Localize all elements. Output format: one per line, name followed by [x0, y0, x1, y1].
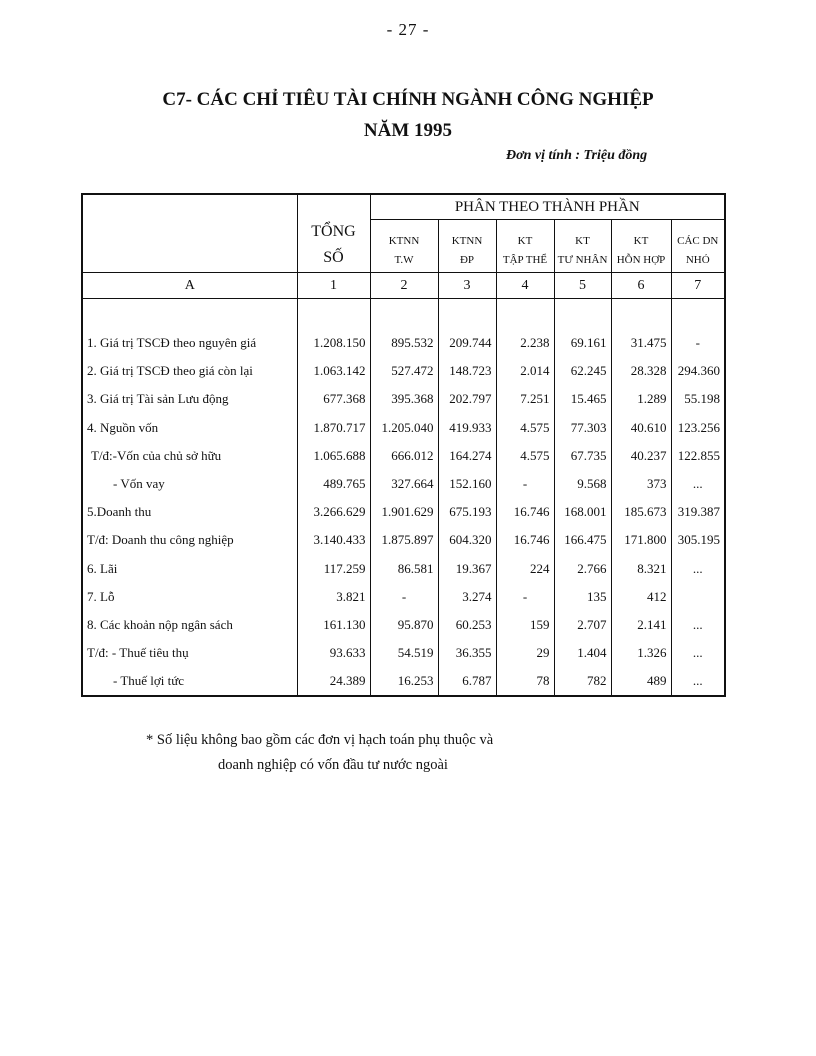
row-value: 675.193 — [438, 498, 496, 526]
row-value: 4.575 — [496, 414, 554, 442]
unit-label: Đơn vị tính : Triệu đồng — [506, 148, 648, 163]
row-value: 2.707 — [554, 611, 611, 639]
row-value: 412 — [611, 583, 671, 611]
row-label: T/đ: Doanh thu công nghiệp — [87, 532, 234, 548]
row-label: 7. Lỗ — [87, 588, 115, 604]
row-value: 185.673 — [611, 498, 671, 526]
col-head-top: KT — [611, 220, 671, 248]
row-value: - — [496, 583, 554, 611]
row-value: 7.251 — [496, 385, 554, 413]
table-row — [82, 442, 725, 470]
row-value: 40.237 — [611, 442, 671, 470]
row-value: 373 — [611, 470, 671, 498]
row-value: 2.238 — [496, 329, 554, 357]
row-value: 54.519 — [370, 639, 438, 667]
total-header-line1: TỔNG — [311, 222, 356, 240]
data-rows — [82, 329, 725, 696]
table-row — [82, 385, 725, 413]
row-value: 395.368 — [370, 385, 438, 413]
row-value — [671, 583, 725, 611]
col-head-bottom: NHỎ — [671, 247, 725, 273]
footnote-line-2: doanh nghiệp có vốn đầu tư nước ngoài — [218, 757, 448, 773]
table-row — [82, 329, 725, 357]
row-value: 3.266.629 — [297, 498, 370, 526]
row-value: 148.723 — [438, 357, 496, 385]
table-row — [82, 498, 725, 526]
row-value: 16.746 — [496, 526, 554, 554]
row-value: 31.475 — [611, 329, 671, 357]
table-row — [82, 667, 725, 696]
title-line-2: NĂM 1995 — [363, 120, 453, 141]
col-head-bottom: TẬP THỂ — [496, 247, 554, 273]
row-label: 4. Nguồn vốn — [87, 419, 159, 435]
index-cell: 5 — [554, 273, 611, 299]
index-cell: 4 — [496, 273, 554, 299]
row-value: 305.195 — [671, 526, 725, 554]
row-value: 1.063.142 — [297, 357, 370, 385]
row-value: 67.735 — [554, 442, 611, 470]
row-value: 40.610 — [611, 414, 671, 442]
row-value: 1.289 — [611, 385, 671, 413]
row-value: 1.065.688 — [297, 442, 370, 470]
row-value: 294.360 — [671, 357, 725, 385]
row-value: ... — [671, 555, 725, 583]
index-cell: 6 — [611, 273, 671, 299]
row-value: 95.870 — [370, 611, 438, 639]
row-value: 1.326 — [611, 639, 671, 667]
row-value: 62.245 — [554, 357, 611, 385]
row-value: 1.404 — [554, 639, 611, 667]
row-label: 6. Lãi — [87, 560, 118, 576]
group-header: PHÂN THEO THÀNH PHẦN — [370, 194, 725, 220]
col-head-top: KT — [554, 220, 611, 248]
row-value: 16.746 — [496, 498, 554, 526]
row-value: ... — [671, 639, 725, 667]
row-value: ... — [671, 667, 725, 696]
row-value: 2.014 — [496, 357, 554, 385]
row-value: 16.253 — [370, 667, 438, 696]
row-value: 171.800 — [611, 526, 671, 554]
row-value: 164.274 — [438, 442, 496, 470]
row-value: 36.355 — [438, 639, 496, 667]
financial-indicators-table — [81, 193, 726, 697]
row-value: 69.161 — [554, 329, 611, 357]
row-value: 55.198 — [671, 385, 725, 413]
table-row — [82, 526, 725, 554]
index-cell: 1 — [297, 273, 370, 299]
col-head-top: KT — [496, 220, 554, 248]
table-row — [82, 555, 725, 583]
table-row — [82, 611, 725, 639]
row-value: 15.465 — [554, 385, 611, 413]
col-head-bottom: ĐP — [438, 247, 496, 273]
row-value: 419.933 — [438, 414, 496, 442]
row-value: 3.140.433 — [297, 526, 370, 554]
col-head-bottom: HỖN HỢP — [611, 247, 671, 273]
col-head-bottom: T.W — [370, 247, 438, 273]
row-label: 2. Giá trị TSCĐ theo giá còn lại — [87, 363, 253, 379]
row-value: 60.253 — [438, 611, 496, 639]
row-value: 2.141 — [611, 611, 671, 639]
row-value: 86.581 — [370, 555, 438, 583]
index-cell: 3 — [438, 273, 496, 299]
row-value: 77.303 — [554, 414, 611, 442]
row-value: 93.633 — [297, 639, 370, 667]
row-value: 4.575 — [496, 442, 554, 470]
row-value: 677.368 — [297, 385, 370, 413]
row-value: 78 — [496, 667, 554, 696]
row-value: 19.367 — [438, 555, 496, 583]
row-value: 319.387 — [671, 498, 725, 526]
row-value: 1.205.040 — [370, 414, 438, 442]
row-value: ... — [671, 470, 725, 498]
col-head-top: KTNN — [438, 220, 496, 248]
row-value: 209.744 — [438, 329, 496, 357]
row-value: - — [496, 470, 554, 498]
row-value: 527.472 — [370, 357, 438, 385]
row-value: 28.328 — [611, 357, 671, 385]
row-value: 3.821 — [297, 583, 370, 611]
row-label: T/đ: - Thuế tiêu thụ — [87, 645, 189, 661]
row-value: 1.870.717 — [297, 414, 370, 442]
row-value: 202.797 — [438, 385, 496, 413]
row-value: 604.320 — [438, 526, 496, 554]
table-row — [82, 583, 725, 611]
page-number: - 27 - — [386, 20, 430, 39]
title-line-1: C7- CÁC CHỈ TIÊU TÀI CHÍNH NGÀNH CÔNG NGHIỆP — [162, 89, 654, 110]
spacer-row — [82, 299, 725, 330]
table-row — [82, 470, 725, 498]
total-header-line2: SỐ — [323, 248, 344, 266]
row-label: 8. Các khoản nộp ngân sách — [87, 616, 233, 632]
row-label: - Thuế lợi tức — [113, 673, 185, 689]
row-label: 3. Giá trị Tài sản Lưu động — [87, 391, 229, 407]
total-header — [297, 194, 370, 273]
row-value: 1.901.629 — [370, 498, 438, 526]
row-value: 123.256 — [671, 414, 725, 442]
row-value: 9.568 — [554, 470, 611, 498]
row-value: 327.664 — [370, 470, 438, 498]
row-label: 5.Doanh thu — [87, 504, 152, 520]
row-value: 666.012 — [370, 442, 438, 470]
row-value: 1.875.897 — [370, 526, 438, 554]
row-value: 166.475 — [554, 526, 611, 554]
table-row — [82, 357, 725, 385]
row-value: 1.208.150 — [297, 329, 370, 357]
col-head-top: CÁC DN — [671, 220, 725, 248]
row-value: 2.766 — [554, 555, 611, 583]
page-title — [0, 84, 816, 146]
row-value: 29 — [496, 639, 554, 667]
row-value: 159 — [496, 611, 554, 639]
row-value: 8.321 — [611, 555, 671, 583]
row-value: 782 — [554, 667, 611, 696]
row-value: 489 — [611, 667, 671, 696]
row-value: 895.532 — [370, 329, 438, 357]
col-head-top: KTNN — [370, 220, 438, 248]
row-label: - Vốn vay — [113, 476, 165, 492]
row-value: 135 — [554, 583, 611, 611]
row-value: 3.274 — [438, 583, 496, 611]
row-value: ... — [671, 611, 725, 639]
index-cell: A — [82, 273, 297, 299]
table-row — [82, 414, 725, 442]
row-value: 224 — [496, 555, 554, 583]
row-value: 152.160 — [438, 470, 496, 498]
row-value: 161.130 — [297, 611, 370, 639]
row-value: 6.787 — [438, 667, 496, 696]
row-value: 117.259 — [297, 555, 370, 583]
footnote — [146, 728, 493, 778]
header-blank-cell — [82, 194, 297, 273]
row-label: T/đ:-Vốn của chủ sở hữu — [91, 447, 222, 463]
index-row — [82, 273, 725, 299]
row-value: 122.855 — [671, 442, 725, 470]
col-head-bottom: TƯ NHÂN — [554, 247, 611, 273]
row-value: - — [370, 583, 438, 611]
footnote-line-1: * Số liệu không bao gồm các đơn vị hạch toán phụ thuộc và — [146, 732, 494, 748]
row-value: - — [671, 329, 725, 357]
row-label: 1. Giá trị TSCĐ theo nguyên giá — [87, 335, 257, 351]
row-value: 168.001 — [554, 498, 611, 526]
table-row — [82, 639, 725, 667]
index-cell: 2 — [370, 273, 438, 299]
row-value: 489.765 — [297, 470, 370, 498]
index-cell: 7 — [671, 273, 725, 299]
row-value: 24.389 — [297, 667, 370, 696]
